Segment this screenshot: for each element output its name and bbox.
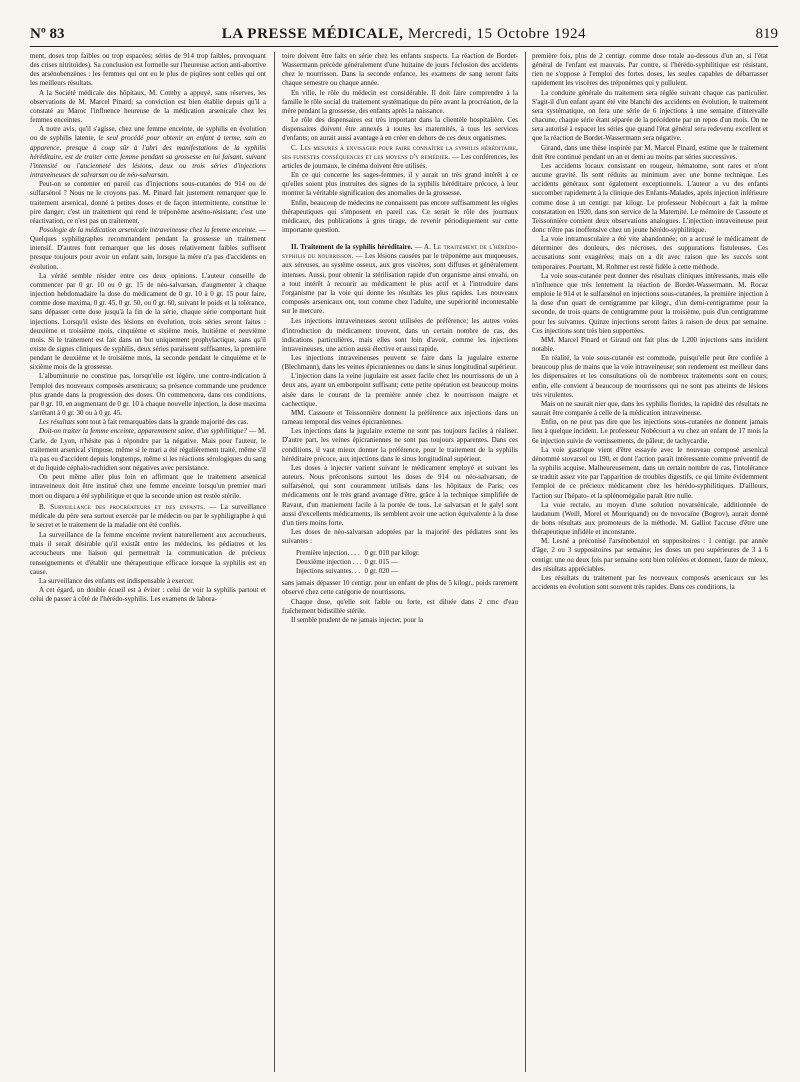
paragraph: M. Lesné a préconisé l'arsénobenzol en suppositoires : 1 centigr. par année d'âge, 2 ou 3 suppositoires par semaine; les doses un peu supérieures de 3 à 6 centigr. une ou deux fois par semaine sont bien tolérées et donnent, faute de mieux, des résultats appréciables. — [532, 537, 768, 573]
paragraph: Enfin, beaucoup de médecins ne connaissent pas encore suffisamment les règles thérapeutiques qui s'imposent en pareil cas. Ce serait le rôle des journaux médicaux, des publications à gros tirage, de revenir périodiquement sur cette importante question. — [282, 198, 518, 234]
paragraph — [30, 427, 266, 473]
text-column-middle — [282, 52, 518, 1072]
page-number: 819 — [755, 26, 778, 42]
paragraph: La conduite générale du traitement sera réglée suivant chaque cas particulier. S'agit-il d'un enfant ayant été vite blanchi des accidents en évolution, le traitement sera systématique, on fera une série de 6 injections à une semaine d'intervalle chacune, chaque série étant séparée de la précédente par un repos d'un mois. On ne sera autorisé à espacer les séries que quand l'état général sera redevenu excellent et que la réaction de Bordet-Wassermann sera négative. — [532, 88, 768, 143]
paragraph: Girand, dans une thèse inspirée par M. Marcel Pinard, estime que le traitement doit être continué pendant un an et demi au moins par séries successives. — [532, 143, 768, 161]
paragraph: Le rôle des dispensaires est très important dans la clientèle hospitalière. Ces dispensaires doivent être annexés à toutes les maternités, à tous les services d'enfants; on aurait aussi avantage à en créer en dehors de ces deux organismes. — [282, 116, 518, 143]
paragraph — [30, 503, 266, 530]
section-heading: C. Les mesures à envisager pour faire connaître la syphilis héréditaire, ses funestes conséquences et les moyens d'y remédier. — [282, 143, 518, 161]
paragraph: Peut-on se contenter en pareil cas d'injections sous-cutanées de 914 ou de sulfarsénol ? Nous ne le croyons pas. M. Pinard fait justement remarquer que le traitement arsenical, donné à petites doses et de façon intermittente, constitue le pire danger; c'est un traitement qui rend le tréponème arséno-résistant; c'est une réactivation, ce n'est pas un traitement. — [30, 180, 266, 225]
text-span: — M. Carle, de Lyon, n'hésite pas à répondre par la négative. Mais pour l'auteur, le traitement arsenical s'impose, même si le mari a été régulièrement traité, même s'il n'a pas eu d'accident depuis longtemps, même si les réactions sérologiques du sang et du liquide céphalo-rachidien sont négatives avec persistance. — [30, 427, 266, 473]
paragraph: toire doivent être faits en série chez les enfants suspects. La réaction de Bordet-Wassermann précède généralement d'une huitaine de jours l'éclosion des accidents chez le nourrisson. Dans la seconde enfance, les examens de sang seront faits chaque semestre ou chaque année. — [282, 52, 518, 88]
paragraph: La voie sous-cutanée peut donner des résultats cliniques intéressants, mais elle n'influence que très lentement la réaction de Bordet-Wassermann. M. Rocaz emploie le 914 et le sulfarsénol en injections sous-cutanées, la première injection à la dose d'un quart de centigramme par kilogr., d'un demi-centigramme pour la seconde, de trois quarts de centigramme pour la troisième, puis d'un centigramme pour les suivantes. Quinze injections seront faites à raison de deux par semaine. Ces injections sont très bien supportées. — [532, 271, 768, 335]
page-header — [30, 26, 778, 47]
paragraph: MM. Marcel Pinard et Giraud ont fait plus de 1.200 injections sans incident notable. — [532, 335, 768, 353]
dose-value: 0 gr. 015 — — [364, 558, 398, 567]
issue-number: Nº 83 — [30, 26, 65, 42]
paragraph: La surveillance de la femme enceinte revient naturellement aux accoucheurs, mais il serait désirable qu'il existât entre les médecins, les pédiatres et les accoucheurs une liaison qui permettrait la communication de précieux renseignements et d'établir une thérapeutique efficace lorsque la syphilis est en cause. — [30, 531, 266, 576]
section-heading: II. Traitement de la syphilis héréditaire. — [291, 243, 413, 252]
paragraph: La voie intramusculaire a été vite abandonnée; on a accusé le médicament de déterminer des douleurs, des nécroses, des suppurations fistuleuses. Ces accusations sont exagérées; mais on a dit avec raison que les succès sont temporaires. Pourtant, M. Rohmer est resté fidèle à cette méthode. — [532, 235, 768, 271]
paragraph: Les accidents locaux consistant en rougeur, hématome, sont rares et n'ont aucune gravité. Ils sont réduits au minimum avec une bonne technique. Les accidents généraux sont également exceptionnels. L'auteur a vu des enfants succomber rapidement à la clinique des Enfants-Malades, après injection inférieure comme dose à un centigr. par kilogr. Le professeur Nobécourt a fait la même constatation en 1920, dans son service de la Maternité. Le mémoire de Cassoute et Teissonnière contient deux observations analogues. L'injection intraveineuse peut donc n'être pas inoffensive chez un jeune hérédo-syphilitique. — [532, 161, 768, 234]
paragraph: Les injections intraveineuses peuvent se faire dans la jugulaire externe (Blechmann), dans les veines épicraniennes ou dans le sinus longitudinal supérieur. — [282, 354, 518, 372]
paragraph: Les injections intraveineuses seront utilisées de préférence; les autres voies d'introduction du médicament trouvent, dans un certain nombre de cas, des indications particulières, mais elles sont loin d'avoir, comme les injections intraveineuses, une action aussi élective et aussi rapide. — [282, 317, 518, 353]
dosage-table — [296, 549, 423, 576]
paragraph: Les injections dans la jugulaire externe ne sont pas toujours faciles à réaliser. D'autre part, les veines épicraniennes ne sont pas toujours apparentes. Dans ces conditions, il vaut mieux donner la préférence, pour le traitement de la syphilis héréditaire précoce, aux injections dans le sinus longitudinal supérieur. — [282, 427, 518, 463]
emphasis-text: Les résultats — [39, 418, 75, 427]
subsection-heading: — A. Le traitement de l'hérédo-syphilis du nourrisson. — [282, 243, 518, 261]
paragraph: A cet égard, un double écueil est à éviter : celui de voir la syphilis partout et celui de passer à côté de l'hérédo-syphilis. Les examens de labora- — [30, 586, 266, 604]
paragraph — [30, 125, 266, 180]
dose-label: Première injection. . . . — [296, 549, 360, 558]
paragraph: En ville, le rôle du médecin est considérable. Il doit faire comprendre à la famille le rôle social du traitement systématique du père avant la procréation, de la mère pendant la grossesse, des enfants après la naissance. — [282, 88, 518, 115]
paragraph: sans jamais dépasser 10 centigr. pour un enfant de plus de 5 kilogr., poids rarement observé chez cette catégorie de nourrissons. — [282, 579, 518, 597]
paragraph: L'albuminurie ne constitue pas, lorsqu'elle est légère, une contre-indication à l'emploi des nouveaux composés arsenicaux; sa présence commande une prudence plus grande dans la progression des doses. On commencera, dans ces conditions, par 0 gr. 10, en augmentant de 0 gr. 10 à chaque nouvelle injection, la dose maxima s'arrêtant à 0 gr. 30 ou à 0 gr. 45. — [30, 372, 266, 418]
paragraph: On peut même aller plus loin en affirmant que le traitement arsenical intraveineux doit être institué chez une femme enceinte lorsqu'un premier mari mort ou disparu a été syphilitique et que la seconde union est restée stérile. — [30, 473, 266, 500]
paragraph: En réalité, la voie sous-cutanée est commode, puisqu'elle peut être confiée à beaucoup plus de mains que la voie intraveineuse; son rendement est meilleur dans les dispensaires et les consultations où de nombreux traitements sont en cours; enfin, elle convient à beaucoup de nourrissons qui ne sont pas atteints de lésions très virulentes. — [532, 354, 768, 399]
paragraph: En ce qui concerne les sages-femmes, il y aurait un très grand intérêt à ce qu'elles soient plus instruites des signes de la syphilis héréditaire précoce, à leur montrer la véritable signification des anomalies de la grossesse. — [282, 171, 518, 198]
column-divider — [525, 52, 526, 1072]
paragraph — [30, 418, 266, 427]
paragraph: Chaque dose, qu'elle soit faible ou forte, est diluée dans 2 cmc d'eau fraîchement bidistillée stérile. — [282, 597, 518, 615]
text-column-right — [532, 52, 768, 1072]
table-row — [296, 567, 423, 576]
section-subtitle: Doit-on traiter la femme enceinte, apparemment saine, d'un syphilitique? — [39, 427, 248, 436]
paragraph — [282, 243, 518, 316]
text-span: A notre avis, qu'il s'agisse, chez une femme enceinte, de syphilis en évolution ou de syphilis latente, — [30, 125, 266, 143]
paragraph: La voie rectale, au moyen d'une solution novarsénicale, additionnée de laudanum (Weill, Morel et Mouriquand) ou de novocaïne (Bogrov), aurait donné de bons résultats aux promoteurs de la méthode. M. Galliot l'accuse d'être une thérapeutique infidèle et inconstante. — [532, 500, 768, 537]
journal-title — [30, 26, 778, 43]
paragraph: Enfin, on ne peut pas dire que les injections sous-cutanées ne donnent jamais lieu à quelque incident. Le professeur Nobécourt a vu chez un enfant de 17 mois la 6e injection suivie de vomissements, de pâleur, de tachycardie. — [532, 418, 768, 445]
text-span: — Quelques syphiligraphes recommandent pendant la grossesse un traitement intensif. D'autres font remarquer que les doses relativement faibles suffisent presque toujours pour avoir un enfant sain, lorsque la mère n'a pas d'accidents en évolution. — [30, 225, 266, 271]
dose-value: 0 gr. 010 par kilogr. — [364, 549, 420, 558]
text-span: — La surveillance médicale du père sera surtout exercée par le médecin ou par le syphiligraphe à qui le secret et le traitement de la maladie ont été confiés. — [30, 502, 266, 529]
journal-name: LA PRESSE MÉDICALE, — [221, 26, 404, 42]
paragraph: première fois, plus de 2 centigr. comme dose totale au-dessous d'un an, si l'état général de l'enfant est mauvais. Par contre, si l'hérédo-syphilitique est résistant, rien ne s'oppose à l'emploi des fortes doses, les seules capables de débarrasser rapidement les viscères des tréponèmes qui y pullulent. — [532, 52, 768, 88]
dose-value: 0 gr. 020 — — [364, 567, 398, 576]
text-span: — Les lésions causées par le tréponème aux muqueuses, aux séreuses, au système osseux, aux gros viscères, sont diffuses et généralement intenses. Aussi, pour obtenir la stérilisation rapide d'un organisme ainsi envahi, on a tout intérêt à recourir au médicament le plus actif et à l'introduire dans l'organisme par la voie qui donne les résultats les plus rapides. Les nouveaux composés arsenicaux ont, tout comme chez l'adulte, une supériorité incontestable sur le mercure. — [282, 252, 518, 316]
section-subtitle: Posologie de la médication arsenicale intraveineuse chez la femme enceinte. — [39, 225, 258, 234]
text-span: — Les conférences, les articles de journaux, le cinéma doivent être utilisés. — [282, 152, 518, 170]
paragraph: Il semble prudent de ne jamais injecter, pour la — [291, 615, 424, 624]
paragraph: ment, doses trop faibles ou trop espacées; séries de 914 trop faibles, provoquant des crises nitritoïdes). Sa conclusion est formelle sur l'heureuse action anti-abortive des arsénobenzènes : les femmes qui ont eu le plus de piqûres sont celles qui ont les meilleurs résultats. — [30, 52, 266, 88]
paragraph: Les doses de néo-salvarsan adoptées par la majorité des pédiatres sont les suivantes : — [282, 527, 518, 546]
paragraph: L'injection dans la veine jugulaire est assez facile chez les nourrissons de un à deux ans, ayant un embonpoint suffisant; cette petite opération est beaucoup moins aisée dans le courant de la première année chez le nourrisson maigre et cachectique. — [282, 372, 518, 408]
paragraph — [30, 226, 266, 272]
text-span: sont tout à fait remarquables dans la grande majorité des cas. — [74, 418, 249, 427]
paragraph — [282, 144, 518, 171]
paragraph: Les résultats du traitement par les nouveaux composés arsenicaux sur les accidents en évolution sont souvent très rapides. Dans ces conditions, la — [532, 573, 768, 592]
issue-date: Mercredi, 15 Octobre 1924 — [407, 26, 587, 42]
paragraph: Les doses à injecter varient suivant le médicament employé et suivant les auteurs. Nous préconisons surtout les doses de 914 ou néo-salvarsan, de sulfarsénol, qui sont couramment utilisés dans les hôpitaux de Paris; ces médicaments ont le très grand avantage d'être, grâce à la technique simplifiée de Ravaut, d'un maniement facile à la portée de tous. Le salvarsan et le galyl sont aussi d'excellents médicaments, ils semblent avoir une action équivalente à la dose d'un tiers moins forte. — [282, 463, 518, 527]
paragraph: La voie gastrique vient d'être essayée avec le nouveau composé arsenical dénommé stovarsol ou 190, et dont l'action paraît intéressante comme préventif de la syphilis acquise. Malheureusement, dans un certain nombre de cas, l'intolérance se traduit assez vite par l'apparition de troubles digestifs, ce qui limite évidemment l'emploi de ce précieux médicament chez les hérédo-syphilitiques. D'ailleurs, l'action sur l'hépato- et la splénomégalie paraît être nulle. — [532, 445, 768, 500]
column-divider — [274, 52, 275, 1072]
paragraph: Mais on ne saurait nier que, dans les syphilis florides, la rapidité des résultats ne saurait être comparée à celle de la médication intraveineuse. — [532, 399, 768, 418]
table-row — [296, 558, 423, 567]
dose-label: Injections suivantes. . . — [296, 567, 361, 576]
paragraph: La vérité semble résider entre ces deux opinions. L'auteur conseille de commencer par 0 gr. 10 ou 0 gr. 15 de néo-salvarsan, d'augmenter à chaque injection hebdomadaire la dose du médicament de 0 gr. 10 à 0 gr. 15 pour faire, comme dose maxima, 0 gr. 45, 0 gr. 50, ou 0 gr. 60, suivant le poids et la tolérance, sans dépasser cette dose jusqu'à la fin de la série, chaque série comportant huit injections. Lorsqu'il existe des lésions en évolution, trois séries seront faites : deuxième et troisième mois, cinquième et sixième mois, huitième et neuvième mois. Si le traitement est fait dans un but uniquement prophylactique, sans qu'il existe de signes cliniques de syphilis, deux séries paraissent suffisantes, la première pendant le deuxième et le troisième mois, la seconde pendant le cinquième et le sixième mois de la grossesse. — [30, 271, 266, 372]
emphasis-text: le seul procédé pour obtenir un enfant à terme, sain en apparence, presque à coup sûr à l'abri des manifestations de la syphilis héréditaire, est de traiter cette femme pendant sa grossesse en lui faisant, suivant l'intensité ou l'ancienneté des lésions, deux ou trois séries d'injections intraveineuses de salvarsan ou de néo-salvarsan. — [30, 134, 266, 180]
table-row — [296, 549, 423, 558]
paragraph: MM. Cassoute et Teissonnière donnent la préférence aux injections dans un rameau temporal des veines épicraniennes. — [282, 408, 518, 427]
paragraph: La surveillance des enfants est indispensable à exercer. — [39, 576, 194, 585]
dose-label: Deuxième injection . . . — [296, 558, 362, 567]
paragraph: A la Société médicale des hôpitaux, M. Comby a appuyé, sans réserves, les observations de M. Marcel Pinard; sa conviction est bien établie depuis qu'il a constaté au Maroc l'influence heureuse de la médication arsenicale chez les femmes enceintes. — [30, 88, 266, 125]
text-column-left — [30, 52, 266, 1072]
section-heading: B. Surveillance des procréateurs et des enfants. — [39, 502, 206, 511]
